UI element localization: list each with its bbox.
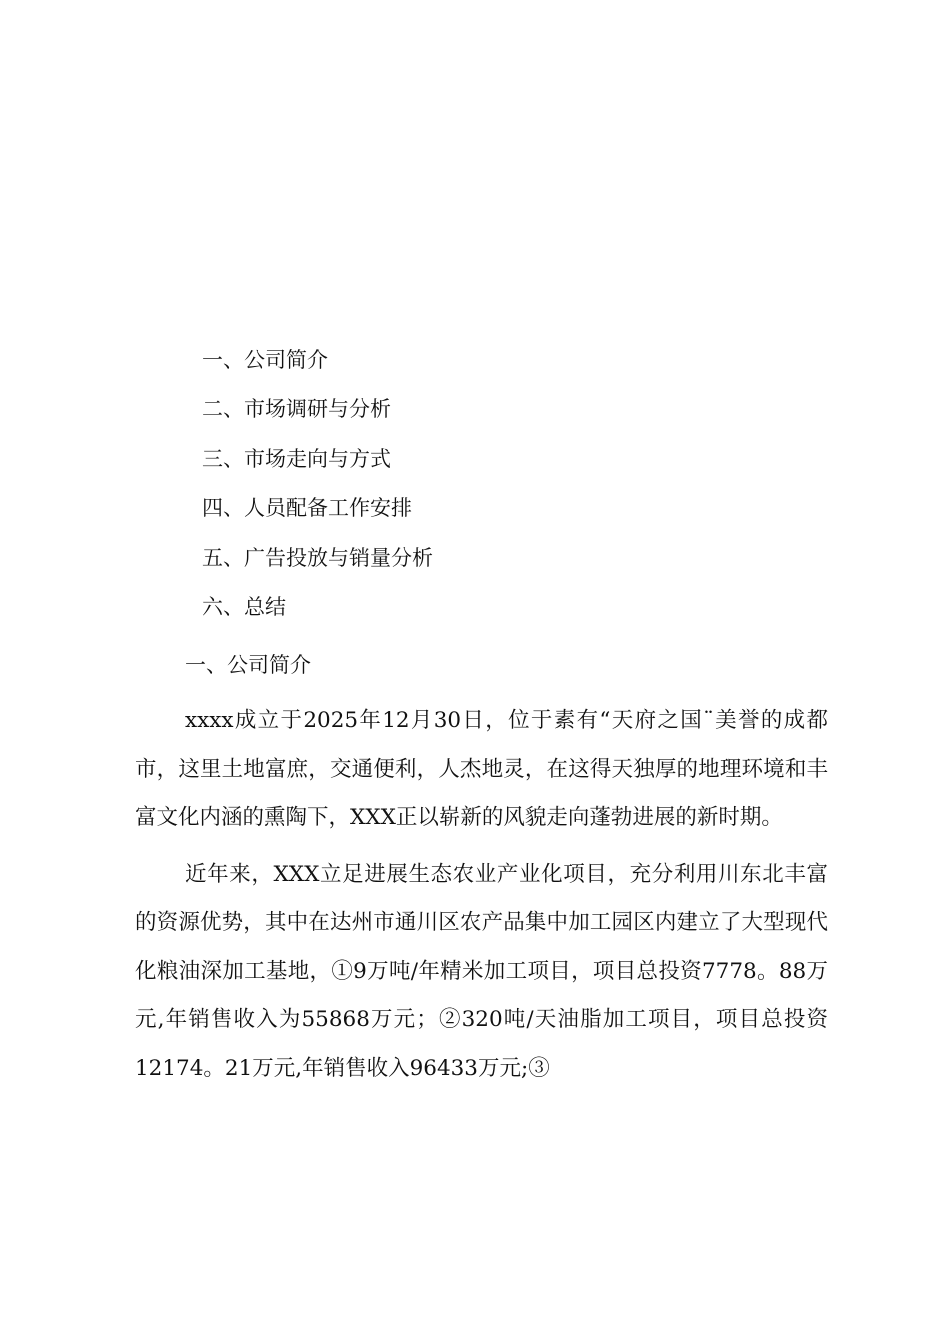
toc-item-5: 五、广告投放与销量分析: [202, 545, 433, 570]
toc-item-6: 六、总结: [202, 594, 286, 619]
section-body: [135, 697, 828, 1101]
paragraph-2: 近年来，XXX立足进展生态农业产业化项目，充分利用川东北丰富的资源优势，其中在达州市通川区农产品集中加工园区内建立了大型现代化粮油深加工基地，①9万吨/年精米加工项目，项目总投资7778。88万元,年销售收入为55868万元；②320吨/天油脂加工项目，项目总投资12174。21万元,年销售收入96433万元;③: [135, 861, 828, 1081]
toc-item-2: 二、市场调研与分析: [202, 397, 391, 422]
toc-item-1: 一、公司简介: [202, 348, 328, 372]
section-heading-company-intro: 一、公司简介: [185, 653, 311, 677]
toc-item-3: 三、市场走向与方式: [202, 446, 391, 471]
toc-item-4: 四、人员配备工作安排: [202, 496, 412, 521]
table-of-contents: [202, 336, 433, 632]
paragraph-1: xxxx成立于2025年12月30日，位于素有“天府之国¨美誉的成都市，这里土地富庶，交通便利，人杰地灵，在这得天独厚的地理环境和丰富文化内涵的熏陶下，XXX正以崭新的风貌走向蓬勃进展的新时期。: [135, 708, 828, 830]
